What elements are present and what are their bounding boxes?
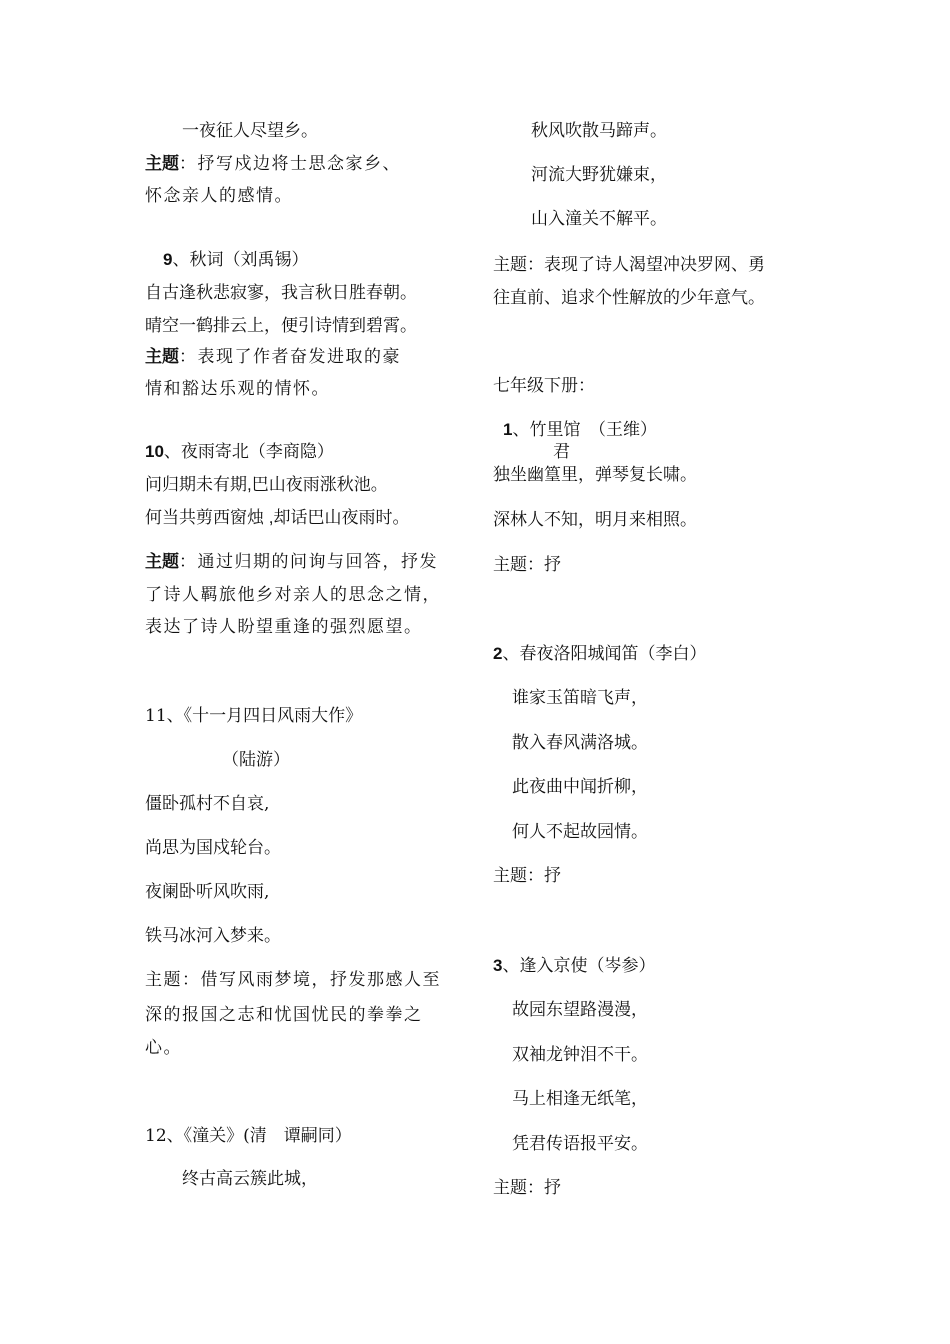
poem-line: 问归期未有期,巴山夜雨涨秋池。 (145, 475, 388, 494)
poem-line: 僵卧孤村不自哀, (145, 794, 270, 814)
poem-line: 何人不起故园情。 (512, 822, 648, 842)
poem-line: 深林人不知，明月来相照。 (493, 510, 697, 530)
poem-title-text: 、春夜洛阳城闻笛（李白） (502, 644, 707, 664)
poem-title (503, 418, 657, 442)
theme-text: 主题：借写风雨梦境，抒发那感人至 (145, 970, 441, 990)
theme-text: 心。 (145, 1038, 182, 1058)
poem-line: 凭君传语报平安。 (512, 1134, 648, 1154)
poem-line: 河流大野犹嫌束， (531, 165, 667, 185)
poem-number: 1 (503, 420, 513, 439)
section-heading: 七年级下册： (493, 376, 595, 396)
poem-line: 夜阑卧听风吹雨, (145, 882, 270, 902)
theme-text: ：表现了作者奋发进取的豪 (179, 347, 401, 367)
theme-text: 往直前、追求个性解放的少年意气。 (493, 288, 765, 308)
theme-text: 怀念亲人的感情。 (145, 186, 293, 206)
poem-title: 12、《潼关》(清 谭嗣同） (145, 1126, 352, 1146)
poem-line: 尚思为国戍轮台。 (145, 838, 281, 858)
poem-title-text: 、竹里馆 （王维） (512, 420, 657, 440)
poem-line: 马上相逢无纸笔， (512, 1089, 648, 1109)
theme-paragraph (145, 345, 401, 369)
theme-label: 主题 (145, 552, 179, 571)
poem-number: 2 (493, 644, 503, 663)
theme-label: 主题 (145, 154, 179, 173)
poem-title: 11、《十一月四日风雨大作》 (145, 706, 363, 726)
poem-line: 谁家玉笛暗飞声， (512, 688, 648, 708)
theme-text: 主题：表现了诗人渴望冲决罗网、勇 (493, 255, 765, 275)
poem-line: 一夜征人尽望乡。 (182, 121, 318, 141)
poem-title (145, 440, 334, 464)
poem-line: 故园东望路漫漫， (512, 1000, 648, 1020)
poem-line: 散入春风满洛城。 (512, 733, 648, 753)
theme-text: 主题：抒 (493, 1178, 561, 1198)
theme-text: ：抒写戍边将士思念家乡、 (179, 154, 401, 174)
poem-line: 双袖龙钟泪不干。 (512, 1045, 648, 1065)
theme-text: ：通过归期的问询与回答，抒发 (179, 552, 438, 572)
poem-title-text: 、夜雨寄北（李商隐） (163, 442, 334, 462)
poem-line: 山入潼关不解平。 (531, 209, 667, 229)
poem-number: 10 (145, 442, 164, 461)
poem-line: 此夜曲中闻折柳， (512, 777, 648, 797)
poem-line: 终古高云簇此城， (182, 1169, 318, 1189)
poem-line: 晴空一鹤排云上，便引诗情到碧霄。 (145, 316, 417, 336)
theme-text: 情和豁达乐观的情怀。 (145, 379, 330, 399)
poem-title (493, 954, 655, 978)
theme-text: 表达了诗人盼望重逢的强烈愿望。 (145, 617, 423, 637)
poem-title (163, 248, 308, 272)
poem-line: 自古逢秋悲寂寥，我言秋日胜春朝。 (145, 283, 417, 303)
theme-paragraph (145, 550, 438, 574)
theme-text: 了诗人羁旅他乡对亲人的思念之情， (145, 585, 441, 605)
theme-paragraph (145, 152, 401, 176)
poem-title-text: 、秋词（刘禹锡） (172, 250, 309, 270)
theme-label: 主题 (145, 347, 179, 366)
poem-line: 何当共剪西窗烛 ,却话巴山夜雨时。 (145, 508, 410, 527)
poem-author: （陆游） (222, 750, 290, 770)
theme-text: 主题：抒 (493, 866, 561, 886)
poem-title-text: 、逢入京使（岑参） (502, 956, 656, 976)
poem-title (493, 642, 706, 666)
theme-text: 主题：抒 (493, 555, 561, 575)
poem-line: 铁马冰河入梦来。 (145, 926, 281, 946)
poem-line: 独坐幽篁里，弹琴复长啸。 (493, 465, 697, 485)
poem-line: 秋风吹散马蹄声。 (531, 121, 667, 141)
poem-number: 3 (493, 956, 503, 975)
theme-text: 深的报国之志和忧国忧民的拳拳之 (145, 1005, 423, 1025)
poem-title-extra: 君 (553, 442, 570, 462)
poem-number: 9 (163, 250, 173, 269)
